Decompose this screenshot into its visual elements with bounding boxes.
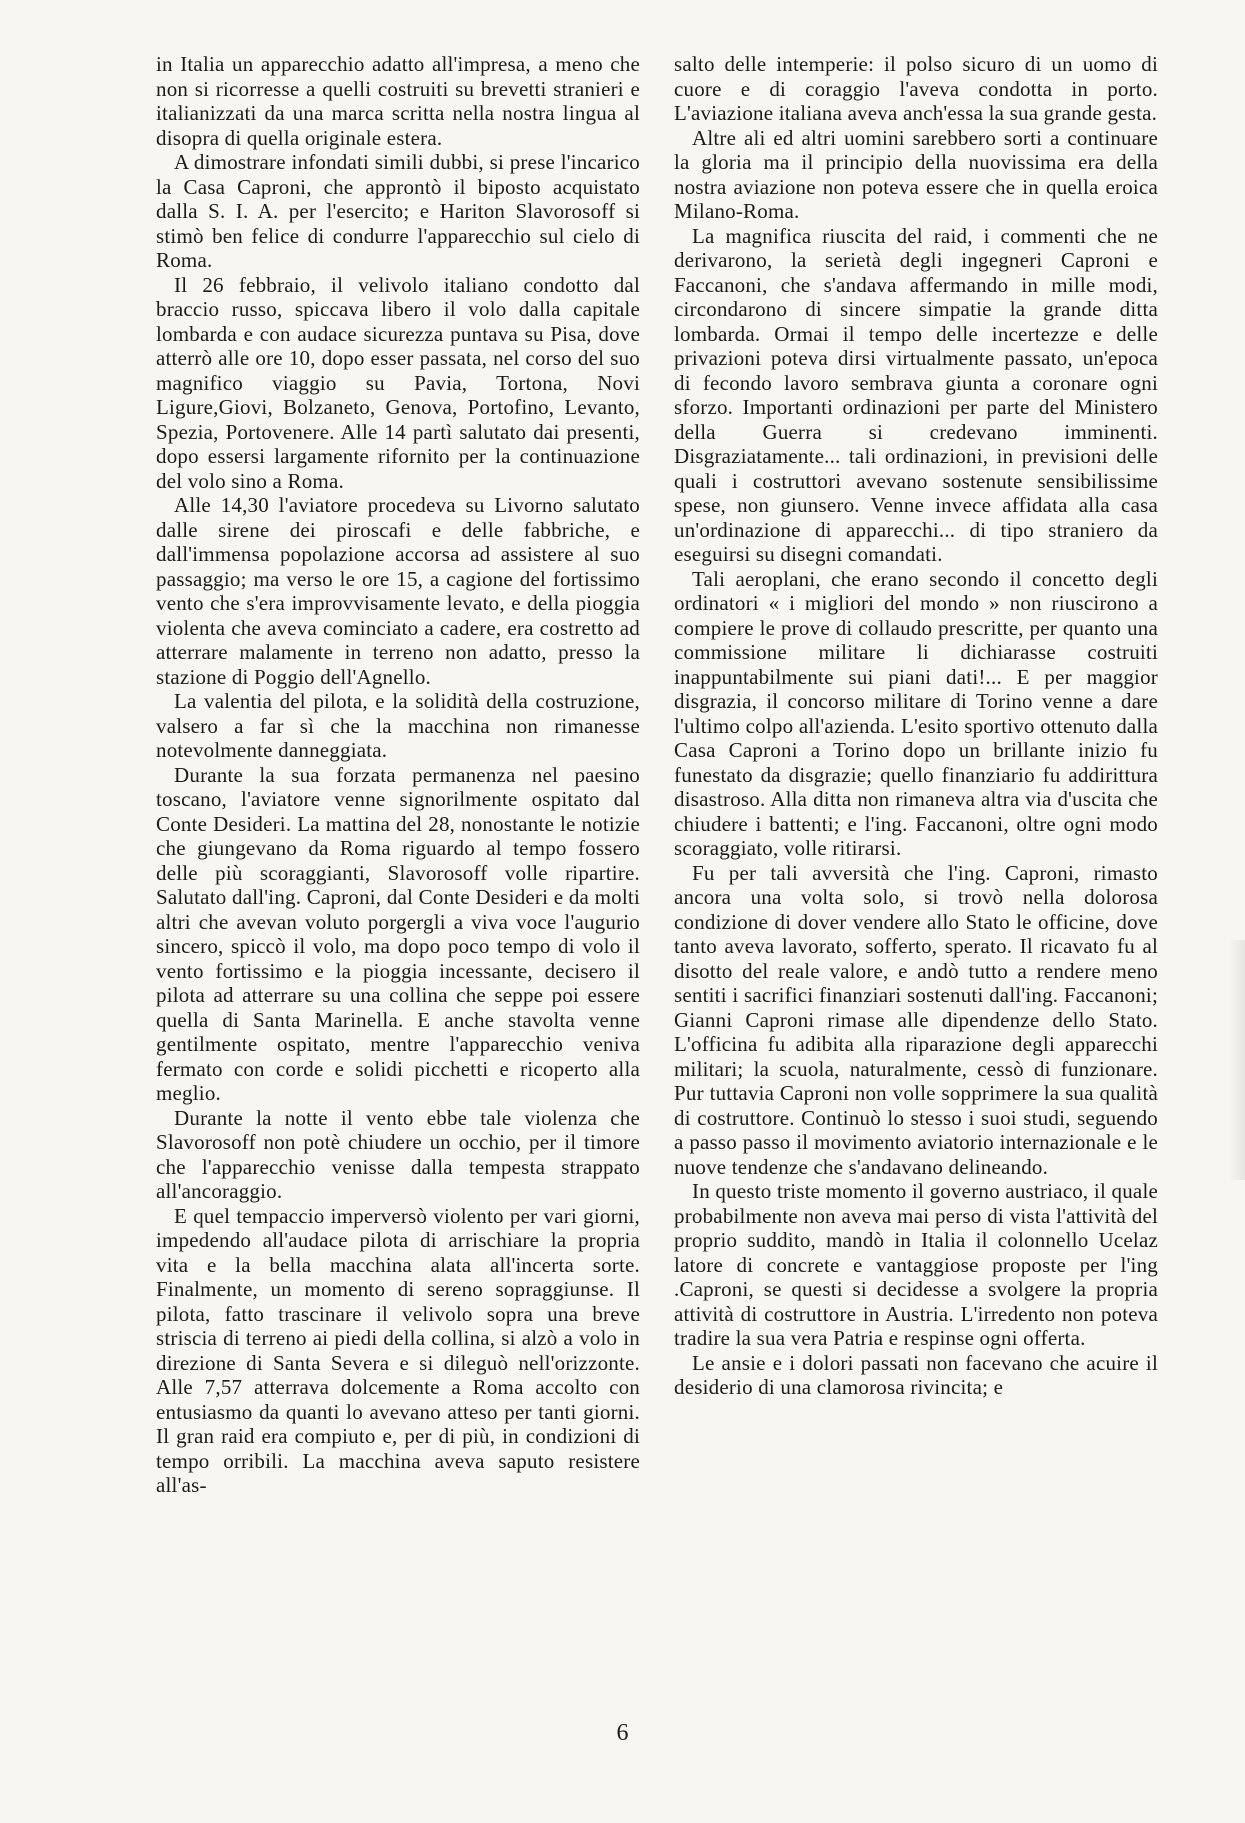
paragraph: Tali aeroplani, che erano secondo il concetto degli ordinatori « i migliori del mondo » non riuscirono a compiere le prove di collaudo prescritte, per quanto una commissione militare li dichiarasse costruiti inappuntabilmente sui piani dati!... E per maggior disgrazia, il concorso militare di Torino venne a dare l'ultimo colpo all'azienda. L'esito sportivo ottenuto dalla Casa Caproni a Torino dopo un brillante inizio fu funestato da disgrazie; quello finanziario fu addirittura disastroso. Alla ditta non rimaneva altra via d'uscita che chiudere i battenti; e l'ing. Faccanoni, oltre ogni modo scoraggiato, volle ritirarsi. <box>674 566 1158 860</box>
paragraph: Durante la sua forzata permanenza nel paesino toscano, l'aviatore venne signorilmente ospitato dal Conte Desideri. La mattina del 28, nonostante le notizie che giungevano da Roma riguardo al tempo fossero delle più scoraggianti, Slavorosoff volle ripartire. Salutato dall'ing. Caproni, dal Conte Desideri e da molti altri che avevan voluto porgergli a viva voce l'augurio sincero, spiccò il volo, ma dopo poco tempo di volo il vento fortissimo e la pioggia incessante, decisero il pilota ad atterrare su una collina che seppe poi essere quella di Santa Marinella. E anche stavolta venne gentilmente ospitato, mentre l'apparecchio veniva fermato con corde e solidi picchetti e ricoperto alla meglio. <box>156 762 640 1105</box>
page-number: 6 <box>616 1720 629 1746</box>
paragraph: Le ansie e i dolori passati non facevano che acuire il desiderio di una clamorosa rivincita; e <box>674 1350 1158 1399</box>
paragraph: Altre ali ed altri uomini sarebbero sorti a continuare la gloria ma il principio della nuovissima era della nostra aviazione non poteva essere che in quella eroica Milano-Roma. <box>674 125 1158 223</box>
paragraph: In questo triste momento il governo austriaco, il quale probabilmente non aveva mai perso di vista l'attività del proprio suddito, mandò in Italia il colonnello Ucelaz latore di concrete e vantaggiose proposte per l'ing .Caproni, se questi si decidesse a svolgere la propria attività di costruttore in Austria. L'irredento non poteva tradire la sua vera Patria e respinse ogni offerta. <box>674 1179 1158 1350</box>
paragraph: Durante la notte il vento ebbe tale violenza che Slavorosoff non potè chiudere un occhio, per il timore che l'apparecchio venisse dalla tempesta strappato all'ancoraggio. <box>156 1105 640 1203</box>
paragraph: La valentia del pilota, e la solidità della costruzione, valsero a far sì che la macchina non rimanesse notevolmente danneggiata. <box>156 689 640 762</box>
paragraph: salto delle intemperie: il polso sicuro di un uomo di cuore e di coraggio l'aveva condotta in porto. L'aviazione italiana aveva anch'essa la sua grande gesta. <box>674 52 1158 125</box>
left-text-column <box>156 52 640 1498</box>
paragraph: A dimostrare infondati simili dubbi, si prese l'incarico la Casa Caproni, che approntò il biposto acquistato dalla S. I. A. per l'esercito; e Hariton Slavorosoff si stimò ben felice di condurre l'apparecchio sul cielo di Roma. <box>156 150 640 272</box>
right-text-column <box>674 52 1158 1400</box>
paragraph: Il 26 febbraio, il velivolo italiano condotto dal braccio russo, spiccava libero il volo dalla capitale lombarda e con audace sicurezza puntava su Pisa, dove atterrò alle ore 10, dopo esser passata, nel corso del suo magnifico viaggio su Pavia, Tortona, Novi Ligure,Giovi, Bolzaneto, Genova, Portofino, Levanto, Spezia, Portovenere. Alle 14 partì salutato dai presenti, dopo essersi largamente rifornito per la continuazione del volo sino a Roma. <box>156 272 640 493</box>
paragraph: in Italia un apparecchio adatto all'impresa, a meno che non si ricorresse a quelli costruiti su brevetti stranieri e italianizzati da una marca scritta nella nostra lingua al disopra di quella originale estera. <box>156 52 640 150</box>
paragraph: Alle 14,30 l'aviatore procedeva su Livorno salutato dalle sirene dei piroscafi e delle fabbriche, e dall'immensa popolazione accorsa ad assistere al suo passaggio; ma verso le ore 15, a cagione del fortissimo vento che s'era improvvisamente levato, e della pioggia violenta che aveva cominciato a cadere, era costretto ad atterrare malamente in terreno non adatto, presso la stazione di Poggio dell'Agnello. <box>156 493 640 689</box>
page-edge-shadow <box>1229 940 1245 1180</box>
paragraph: Fu per tali avversità che l'ing. Caproni, rimasto ancora una volta solo, si trovò nella dolorosa condizione di dover vendere allo Stato le officine, dove tanto aveva lavorato, sofferto, sperato. Il ricavato fu al disotto del reale valore, e andò tutto a rendere meno sentiti i sacrifici finanziari sostenuti dall'ing. Faccanoni; Gianni Caproni rimase alle dipendenze dello Stato. L'officina fu adibita alla riparazione degli apparecchi militari; la scuola, naturalmente, cessò di funzionare. Pur tuttavia Caproni non volle sopprimere la sua qualità di costruttore. Continuò lo stesso i suoi studi, seguendo a passo passo il movimento aviatorio internazionale e le nuove tendenze che s'andavano delineando. <box>674 860 1158 1179</box>
paragraph: La magnifica riuscita del raid, i commenti che ne derivarono, la serietà degli ingegneri Caproni e Faccanoni, che s'andava affermando in mille modi, circondarono di sincere simpatie la grande ditta lombarda. Ormai il tempo delle incertezze e delle privazioni poteva dirsi virtualmente passato, un'epoca di fecondo lavoro sembrava giunta a coronare ogni sforzo. Importanti ordinazioni per parte del Ministero della Guerra si credevano imminenti. Disgraziatamente... tali ordinazioni, in previsioni delle quali i costruttori avevano sostenute sensibilissime spese, non giunsero. Venne invece affidata alla casa un'ordinazione di apparecchi... di tipo straniero da eseguirsi su disegni comandati. <box>674 223 1158 566</box>
paragraph: E quel tempaccio imperversò violento per vari giorni, impedendo all'audace pilota di arrischiare la propria vita e la bella macchina alata all'incerta sorte. Finalmente, un momento di sereno sopraggiunse. Il pilota, fatto trascinare il velivolo sopra una breve striscia di terreno ai piedi della collina, si alzò a volo in direzione di Santa Severa e si dileguò nell'orizzonte. Alle 7,57 atterrava dolcemente a Roma accolto con entusiasmo da quanti lo avevano atteso per tanti giorni. Il gran raid era compiuto e, per di più, in condizioni di tempo orribili. La macchina aveva saputo resistere all'as- <box>156 1203 640 1497</box>
